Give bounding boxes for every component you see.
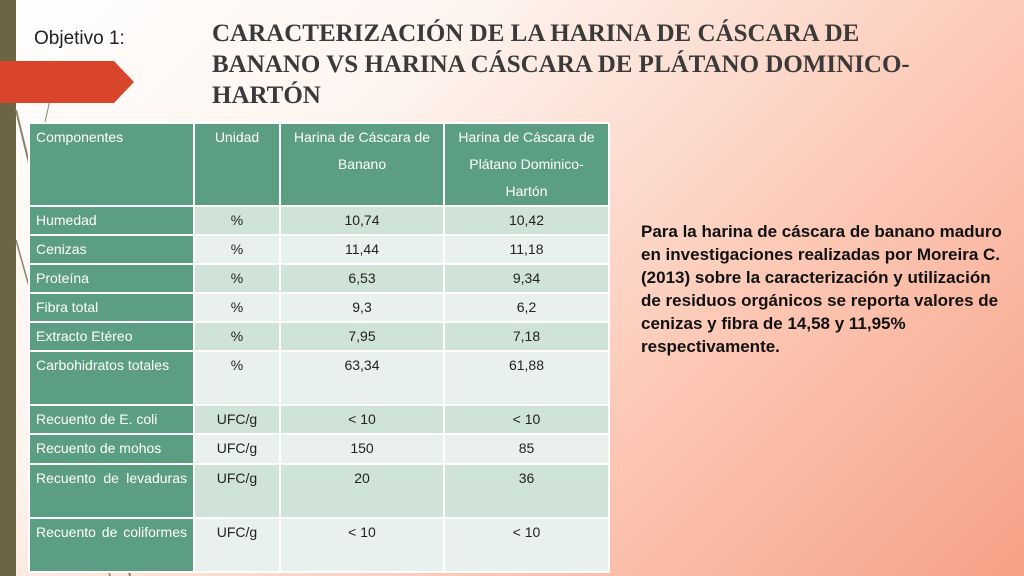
table-row: [29, 518, 609, 572]
row-banano-value: 7,95: [280, 322, 444, 351]
row-banano-value: 10,74: [280, 206, 444, 235]
row-platano-value: 85: [444, 434, 609, 464]
row-banano-value: 20: [280, 464, 444, 518]
row-banano-value: < 10: [280, 518, 444, 572]
table-row: [29, 264, 609, 293]
row-banano-value: 63,34: [280, 351, 444, 405]
row-unit: %: [194, 264, 280, 293]
decor-line-3: [45, 100, 50, 122]
objective-label: Objetivo 1:: [34, 28, 125, 49]
composition-table-container: [28, 122, 610, 558]
row-label: Carbohidratos totales: [29, 351, 194, 405]
table-row: [29, 351, 609, 405]
row-unit: UFC/g: [194, 405, 280, 434]
row-banano-value: 11,44: [280, 235, 444, 264]
row-label: Recuento de mohos: [29, 434, 194, 464]
row-label: Extracto Etéreo: [29, 322, 194, 351]
row-unit: UFC/g: [194, 464, 280, 518]
row-label: Fibra total: [29, 293, 194, 322]
row-platano-value: 61,88: [444, 351, 609, 405]
header-banano: Harina de Cáscara de Banano: [280, 123, 444, 206]
table-row: [29, 322, 609, 351]
red-arrow-shape: [0, 61, 134, 103]
row-platano-value: 10,42: [444, 206, 609, 235]
table-row: [29, 293, 609, 322]
row-label: Humedad: [29, 206, 194, 235]
table-row: [29, 405, 609, 434]
row-unit: %: [194, 351, 280, 405]
row-unit: UFC/g: [194, 434, 280, 464]
row-banano-value: 6,53: [280, 264, 444, 293]
row-platano-value: 36: [444, 464, 609, 518]
header-unidad: Unidad: [194, 123, 280, 206]
row-label: Cenizas: [29, 235, 194, 264]
slide-title: CARACTERIZACIÓN DE LA HARINA DE CÁSCARA DE BANANO VS HARINA CÁSCARA DE PLÁTANO DOMINICO- HARTÓN: [212, 20, 910, 109]
row-banano-value: 150: [280, 434, 444, 464]
row-label: Recuento de E. coli: [29, 405, 194, 434]
row-banano-value: 9,3: [280, 293, 444, 322]
row-unit: %: [194, 293, 280, 322]
composition-table: [28, 122, 610, 573]
row-label: Proteína: [29, 264, 194, 293]
table-row: [29, 206, 609, 235]
row-platano-value: < 10: [444, 518, 609, 572]
row-platano-value: 9,34: [444, 264, 609, 293]
row-platano-value: 11,18: [444, 235, 609, 264]
row-banano-value: < 10: [280, 405, 444, 434]
row-unit: %: [194, 235, 280, 264]
row-platano-value: 6,2: [444, 293, 609, 322]
row-label: Recuento de levaduras: [29, 464, 194, 518]
table-row: [29, 235, 609, 264]
row-unit: UFC/g: [194, 518, 280, 572]
table-row: [29, 464, 609, 518]
header-componentes: Componentes: [29, 123, 194, 206]
row-platano-value: < 10: [444, 405, 609, 434]
header-platano: Harina de Cáscara de Plátano Dominico- Hartón: [444, 123, 609, 206]
side-note-paragraph: Para la harina de cáscara de banano maduro en investigaciones realizadas por Moreira C. (2013) sobre la caracterización y utilización de residuos orgánicos se reporta valores de cenizas y fibra de 14,58 y 11,95% respectivamente.: [641, 222, 1002, 356]
table-row: [29, 434, 609, 464]
row-unit: %: [194, 322, 280, 351]
table-header-row: [29, 123, 609, 206]
row-platano-value: 7,18: [444, 322, 609, 351]
row-label: Recuento de coliformes: [29, 518, 194, 572]
row-unit: %: [194, 206, 280, 235]
